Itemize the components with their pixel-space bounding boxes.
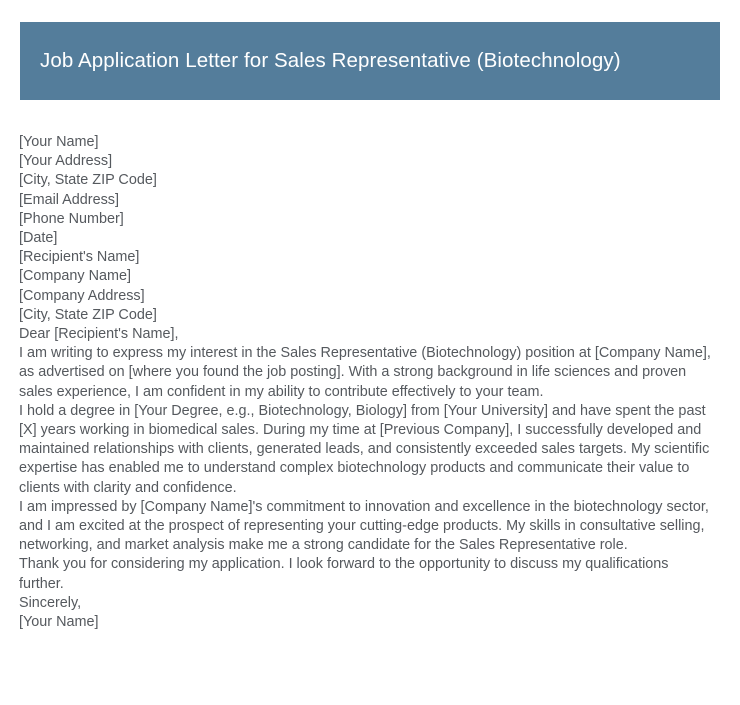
letter-body	[19, 133, 717, 632]
letter-closing: Sincerely,	[19, 594, 82, 611]
letter-paragraph-2: I hold a degree in [Your Degree, e.g., Biotechnology, Biology] from [Your University] and have spent the past [X] years working in biomedical sales. During my time at [Previous Company], I successfully developed and maintained relationships with clients, generated leads, and consistently exceeded sales targets. My scientific expertise has enabled me to understand complex biotechnology products and communicate their value to clients with clarity and confidence.	[19, 402, 710, 496]
letter-line-email-address: [Email Address]	[19, 191, 119, 208]
document-header-banner	[20, 22, 720, 100]
letter-line-company-name: [Company Name]	[19, 268, 131, 285]
letter-line-company-city-state-zip: [City, State ZIP Code]	[19, 306, 157, 323]
letter-line-your-address: [Your Address]	[19, 153, 113, 170]
letter-line-phone-number: [Phone Number]	[19, 210, 124, 227]
letter-line-your-city-state-zip: [City, State ZIP Code]	[19, 172, 157, 189]
page-title: Job Application Letter for Sales Representative (Biotechnology)	[40, 48, 621, 72]
letter-paragraph-1: I am writing to express my interest in the Sales Representative (Biotechnology) position at [Company Name], as advertised on [where you found the job posting]. With a strong background in life sciences and proven sales experience, I am confident in my ability to contribute effectively to your team.	[19, 345, 711, 400]
letter-paragraph-3: I am impressed by [Company Name]'s commitment to innovation and excellence in the biotechnology sector, and I am excited at the prospect of representing your cutting-edge products. My skills in consultative selling, networking, and market analysis make me a strong candidate for the Sales Representative role.	[19, 498, 709, 554]
letter-line-date: [Date]	[19, 230, 58, 247]
letter-paragraph-4: Thank you for considering my application. I look forward to the opportunity to discuss my qualifications further.	[19, 556, 669, 592]
letter-salutation: Dear [Recipient's Name],	[19, 326, 179, 343]
letter-line-company-address: [Company Address]	[19, 287, 145, 304]
letter-signature-name: [Your Name]	[19, 614, 99, 631]
letter-line-recipient-name: [Recipient's Name]	[19, 249, 140, 266]
letter-line-your-name: [Your Name]	[19, 134, 99, 150]
